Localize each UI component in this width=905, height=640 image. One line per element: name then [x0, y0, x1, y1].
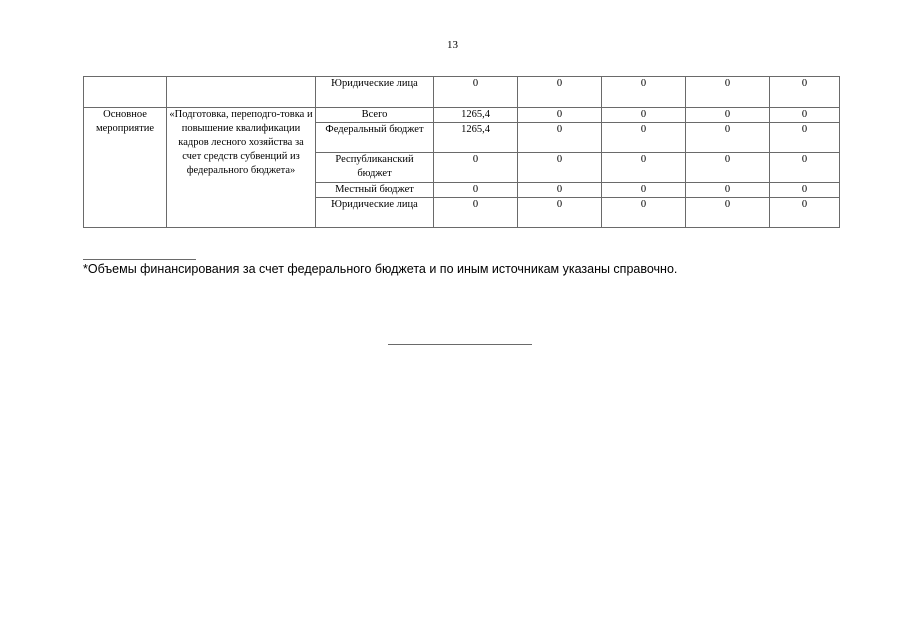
footnote: *Объемы финансирования за счет федерального бюджета и по иным источникам указаны справочно.	[83, 262, 678, 276]
value-cell: 0	[602, 153, 686, 183]
value-cell: 0	[686, 108, 770, 123]
value-cell: 0	[686, 77, 770, 108]
value-cell: 0	[434, 198, 518, 228]
value-cell: 0	[770, 198, 840, 228]
value-cell: 1265,4	[434, 123, 518, 153]
value-cell: 0	[602, 77, 686, 108]
funding-source-cell: Местный бюджет	[316, 183, 434, 198]
value-cell: 0	[686, 198, 770, 228]
value-cell: 0	[602, 108, 686, 123]
value-cell: 0	[518, 108, 602, 123]
end-of-document-rule	[388, 344, 532, 345]
funding-source-cell: Федеральный бюджет	[316, 123, 434, 153]
value-cell: 0	[434, 183, 518, 198]
blank-cell	[167, 77, 316, 108]
table-row	[84, 108, 840, 123]
value-cell: 1265,4	[434, 108, 518, 123]
value-cell: 0	[518, 183, 602, 198]
value-cell: 0	[602, 123, 686, 153]
value-cell: 0	[434, 77, 518, 108]
funding-source-cell: Юридические лица	[316, 198, 434, 228]
value-cell: 0	[770, 123, 840, 153]
value-cell: 0	[518, 123, 602, 153]
value-cell: 0	[770, 77, 840, 108]
page-number: 13	[447, 39, 458, 51]
value-cell: 0	[686, 153, 770, 183]
footnote-divider	[83, 259, 196, 260]
value-cell: 0	[518, 198, 602, 228]
value-cell: 0	[770, 108, 840, 123]
value-cell: 0	[770, 183, 840, 198]
value-cell: 0	[602, 183, 686, 198]
value-cell: 0	[686, 123, 770, 153]
event-type-label: Основное мероприятие	[96, 109, 154, 134]
table-row	[84, 77, 840, 108]
value-cell: 0	[686, 183, 770, 198]
value-cell: 0	[770, 153, 840, 183]
funding-source-cell: Юридические лица	[316, 77, 434, 108]
value-cell: 0	[602, 198, 686, 228]
blank-cell	[84, 77, 167, 108]
funding-source-cell: Всего	[316, 108, 434, 123]
value-cell: 0	[518, 77, 602, 108]
event-name-cell: «Подготовка, переподго-товка и повышение квалификации кадров лесного хозяйства за счет средств субвенций из федерального бюджета»	[167, 108, 316, 228]
event-type-cell	[84, 108, 167, 228]
value-cell: 0	[434, 153, 518, 183]
funding-table	[83, 76, 840, 228]
value-cell: 0	[518, 153, 602, 183]
funding-source-cell: Республиканский бюджет	[316, 153, 434, 183]
